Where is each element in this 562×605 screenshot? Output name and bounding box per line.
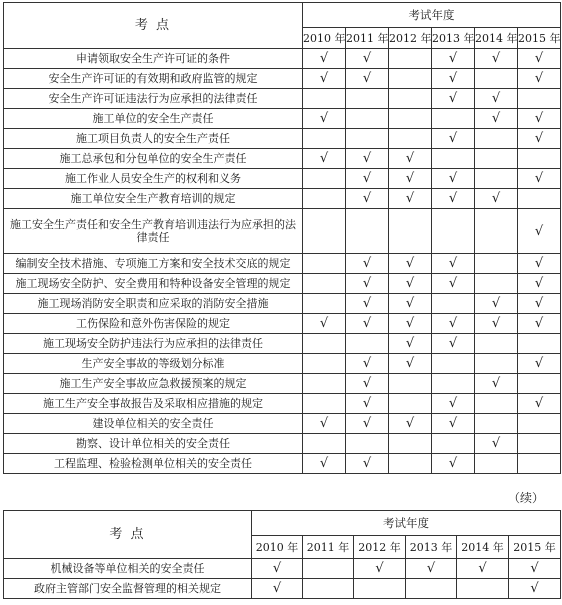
check-mark-cell: √ bbox=[518, 209, 561, 254]
empty-cell bbox=[389, 89, 432, 109]
topic-cell: 施工生产安全事故报告及采取相应措施的规定 bbox=[4, 394, 303, 414]
check-mark-cell: √ bbox=[354, 559, 406, 579]
topic-cell: 政府主管部门安全监督管理的相关规定 bbox=[4, 579, 252, 599]
table-row bbox=[4, 314, 561, 334]
topic-cell: 申请领取安全生产许可证的条件 bbox=[4, 49, 303, 69]
empty-cell bbox=[389, 434, 432, 454]
table-row bbox=[4, 559, 561, 579]
topic-cell: 建设单位相关的安全责任 bbox=[4, 414, 303, 434]
topic-header: 考 点 bbox=[4, 511, 252, 559]
check-mark-cell: √ bbox=[475, 314, 518, 334]
topic-cell: 机械设备等单位相关的安全责任 bbox=[4, 559, 252, 579]
check-mark-cell: √ bbox=[509, 559, 561, 579]
topic-cell: 施工生产安全事故应急救援预案的规定 bbox=[4, 374, 303, 394]
check-mark-cell: √ bbox=[475, 89, 518, 109]
check-mark-cell: √ bbox=[389, 414, 432, 434]
topic-cell: 施工总承包和分包单位的安全生产责任 bbox=[4, 149, 303, 169]
topic-cell: 施工现场安全防护违法行为应承担的法律责任 bbox=[4, 334, 303, 354]
empty-cell bbox=[475, 394, 518, 414]
topic-cell: 施工安全生产责任和安全生产教育培训违法行为应承担的法律责任 bbox=[4, 209, 303, 254]
table-row bbox=[4, 149, 561, 169]
exam-topic-table-continued bbox=[3, 510, 561, 599]
check-mark-cell: √ bbox=[475, 109, 518, 129]
check-mark-cell: √ bbox=[346, 454, 389, 474]
table-row bbox=[4, 109, 561, 129]
table-row bbox=[4, 374, 561, 394]
table-row bbox=[4, 209, 561, 254]
empty-cell bbox=[303, 354, 346, 374]
empty-cell bbox=[303, 394, 346, 414]
year-header: 2013 年 bbox=[432, 28, 475, 49]
check-mark-cell: √ bbox=[303, 49, 346, 69]
table-row bbox=[4, 274, 561, 294]
table-row bbox=[4, 294, 561, 314]
check-mark-cell: √ bbox=[432, 454, 475, 474]
empty-cell bbox=[475, 209, 518, 254]
check-mark-cell: √ bbox=[518, 294, 561, 314]
check-mark-cell: √ bbox=[475, 434, 518, 454]
empty-cell bbox=[432, 149, 475, 169]
table-row bbox=[4, 334, 561, 354]
year-header: 2013 年 bbox=[406, 536, 457, 559]
empty-cell bbox=[346, 209, 389, 254]
empty-cell bbox=[303, 189, 346, 209]
topic-cell: 勘察、设计单位相关的安全责任 bbox=[4, 434, 303, 454]
check-mark-cell: √ bbox=[389, 314, 432, 334]
check-mark-cell: √ bbox=[432, 334, 475, 354]
empty-cell bbox=[518, 89, 561, 109]
empty-cell bbox=[518, 434, 561, 454]
empty-cell bbox=[346, 129, 389, 149]
check-mark-cell: √ bbox=[346, 189, 389, 209]
check-mark-cell: √ bbox=[346, 49, 389, 69]
topic-cell: 施工单位安全生产教育培训的规定 bbox=[4, 189, 303, 209]
empty-cell bbox=[475, 414, 518, 434]
check-mark-cell: √ bbox=[518, 109, 561, 129]
check-mark-cell: √ bbox=[303, 69, 346, 89]
topic-cell: 生产安全事故的等级划分标准 bbox=[4, 354, 303, 374]
topic-cell: 施工项目负责人的安全生产责任 bbox=[4, 129, 303, 149]
empty-cell bbox=[475, 149, 518, 169]
check-mark-cell: √ bbox=[389, 254, 432, 274]
table-row bbox=[4, 49, 561, 69]
check-mark-cell: √ bbox=[389, 149, 432, 169]
year-header: 2014 年 bbox=[457, 536, 509, 559]
check-mark-cell: √ bbox=[518, 274, 561, 294]
empty-cell bbox=[475, 274, 518, 294]
empty-cell bbox=[303, 254, 346, 274]
year-header: 2015 年 bbox=[518, 28, 561, 49]
check-mark-cell: √ bbox=[457, 559, 509, 579]
exam-year-header: 考试年度 bbox=[252, 511, 561, 536]
check-mark-cell: √ bbox=[346, 314, 389, 334]
table-row bbox=[4, 89, 561, 109]
check-mark-cell: √ bbox=[252, 579, 303, 599]
empty-cell bbox=[303, 209, 346, 254]
empty-cell bbox=[518, 334, 561, 354]
empty-cell bbox=[346, 334, 389, 354]
topic-header: 考 点 bbox=[4, 3, 303, 49]
empty-cell bbox=[389, 69, 432, 89]
empty-cell bbox=[518, 414, 561, 434]
check-mark-cell: √ bbox=[432, 89, 475, 109]
empty-cell bbox=[303, 334, 346, 354]
check-mark-cell: √ bbox=[475, 294, 518, 314]
check-mark-cell: √ bbox=[346, 294, 389, 314]
empty-cell bbox=[518, 454, 561, 474]
empty-cell bbox=[389, 209, 432, 254]
check-mark-cell: √ bbox=[475, 189, 518, 209]
topic-cell: 安全生产许可证的有效期和政府监管的规定 bbox=[4, 69, 303, 89]
check-mark-cell: √ bbox=[389, 334, 432, 354]
empty-cell bbox=[303, 294, 346, 314]
check-mark-cell: √ bbox=[389, 189, 432, 209]
empty-cell bbox=[432, 374, 475, 394]
check-mark-cell: √ bbox=[303, 149, 346, 169]
check-mark-cell: √ bbox=[432, 274, 475, 294]
table-row bbox=[4, 454, 561, 474]
check-mark-cell: √ bbox=[518, 49, 561, 69]
empty-cell bbox=[303, 89, 346, 109]
year-header: 2014 年 bbox=[475, 28, 518, 49]
table-row bbox=[4, 189, 561, 209]
check-mark-cell: √ bbox=[475, 49, 518, 69]
empty-cell bbox=[432, 209, 475, 254]
empty-cell bbox=[475, 69, 518, 89]
table-row bbox=[4, 354, 561, 374]
empty-cell bbox=[475, 454, 518, 474]
topic-cell: 工伤保险和意外伤害保险的规定 bbox=[4, 314, 303, 334]
topic-cell: 施工现场消防安全职责和应采取的消防安全措施 bbox=[4, 294, 303, 314]
empty-cell bbox=[432, 109, 475, 129]
check-mark-cell: √ bbox=[509, 579, 561, 599]
empty-cell bbox=[389, 454, 432, 474]
check-mark-cell: √ bbox=[346, 354, 389, 374]
table-row bbox=[4, 169, 561, 189]
check-mark-cell: √ bbox=[432, 69, 475, 89]
check-mark-cell: √ bbox=[389, 354, 432, 374]
check-mark-cell: √ bbox=[518, 129, 561, 149]
empty-cell bbox=[389, 374, 432, 394]
empty-cell bbox=[457, 579, 509, 599]
empty-cell bbox=[432, 294, 475, 314]
check-mark-cell: √ bbox=[303, 314, 346, 334]
empty-cell bbox=[406, 579, 457, 599]
year-header: 2011 年 bbox=[303, 536, 354, 559]
empty-cell bbox=[475, 129, 518, 149]
exam-topic-table bbox=[3, 2, 561, 474]
empty-cell bbox=[518, 149, 561, 169]
topic-cell: 编制安全技术措施、专项施工方案和安全技术交底的规定 bbox=[4, 254, 303, 274]
topic-cell: 安全生产许可证违法行为应承担的法律责任 bbox=[4, 89, 303, 109]
empty-cell bbox=[303, 559, 354, 579]
check-mark-cell: √ bbox=[518, 314, 561, 334]
empty-cell bbox=[518, 189, 561, 209]
check-mark-cell: √ bbox=[432, 394, 475, 414]
check-mark-cell: √ bbox=[346, 274, 389, 294]
check-mark-cell: √ bbox=[432, 129, 475, 149]
table-row bbox=[4, 394, 561, 414]
empty-cell bbox=[432, 434, 475, 454]
check-mark-cell: √ bbox=[432, 414, 475, 434]
check-mark-cell: √ bbox=[432, 189, 475, 209]
empty-cell bbox=[389, 394, 432, 414]
table-row bbox=[4, 129, 561, 149]
empty-cell bbox=[346, 434, 389, 454]
continued-label: （续） bbox=[507, 491, 544, 505]
table-row bbox=[4, 414, 561, 434]
empty-cell bbox=[346, 89, 389, 109]
empty-cell bbox=[389, 109, 432, 129]
check-mark-cell: √ bbox=[252, 559, 303, 579]
check-mark-cell: √ bbox=[518, 254, 561, 274]
empty-cell bbox=[518, 374, 561, 394]
empty-cell bbox=[475, 254, 518, 274]
empty-cell bbox=[389, 129, 432, 149]
check-mark-cell: √ bbox=[432, 169, 475, 189]
check-mark-cell: √ bbox=[475, 374, 518, 394]
year-header: 2012 年 bbox=[354, 536, 406, 559]
check-mark-cell: √ bbox=[518, 169, 561, 189]
empty-cell bbox=[389, 49, 432, 69]
empty-cell bbox=[432, 354, 475, 374]
empty-cell bbox=[303, 274, 346, 294]
year-header: 2010 年 bbox=[303, 28, 346, 49]
check-mark-cell: √ bbox=[346, 69, 389, 89]
year-header: 2010 年 bbox=[252, 536, 303, 559]
check-mark-cell: √ bbox=[346, 414, 389, 434]
check-mark-cell: √ bbox=[389, 169, 432, 189]
empty-cell bbox=[303, 434, 346, 454]
exam-year-header: 考试年度 bbox=[303, 3, 561, 28]
check-mark-cell: √ bbox=[406, 559, 457, 579]
check-mark-cell: √ bbox=[346, 149, 389, 169]
check-mark-cell: √ bbox=[432, 314, 475, 334]
check-mark-cell: √ bbox=[432, 254, 475, 274]
table-row bbox=[4, 579, 561, 599]
empty-cell bbox=[303, 579, 354, 599]
topic-cell: 施工现场安全防护、安全费用和特种设备安全管理的规定 bbox=[4, 274, 303, 294]
empty-cell bbox=[303, 169, 346, 189]
empty-cell bbox=[303, 374, 346, 394]
topic-cell: 施工作业人员安全生产的权利和义务 bbox=[4, 169, 303, 189]
check-mark-cell: √ bbox=[346, 254, 389, 274]
check-mark-cell: √ bbox=[518, 354, 561, 374]
topic-cell: 工程监理、检验检测单位相关的安全责任 bbox=[4, 454, 303, 474]
check-mark-cell: √ bbox=[389, 274, 432, 294]
check-mark-cell: √ bbox=[303, 414, 346, 434]
year-header: 2015 年 bbox=[509, 536, 561, 559]
check-mark-cell: √ bbox=[432, 49, 475, 69]
check-mark-cell: √ bbox=[518, 69, 561, 89]
table-row bbox=[4, 434, 561, 454]
check-mark-cell: √ bbox=[303, 454, 346, 474]
empty-cell bbox=[354, 579, 406, 599]
empty-cell bbox=[303, 129, 346, 149]
check-mark-cell: √ bbox=[518, 394, 561, 414]
empty-cell bbox=[346, 109, 389, 129]
year-header: 2012 年 bbox=[389, 28, 432, 49]
check-mark-cell: √ bbox=[346, 394, 389, 414]
table-row bbox=[4, 254, 561, 274]
check-mark-cell: √ bbox=[346, 169, 389, 189]
empty-cell bbox=[475, 169, 518, 189]
topic-cell: 施工单位的安全生产责任 bbox=[4, 109, 303, 129]
empty-cell bbox=[475, 334, 518, 354]
check-mark-cell: √ bbox=[303, 109, 346, 129]
check-mark-cell: √ bbox=[389, 294, 432, 314]
year-header: 2011 年 bbox=[346, 28, 389, 49]
empty-cell bbox=[475, 354, 518, 374]
table-row bbox=[4, 69, 561, 89]
check-mark-cell: √ bbox=[346, 374, 389, 394]
